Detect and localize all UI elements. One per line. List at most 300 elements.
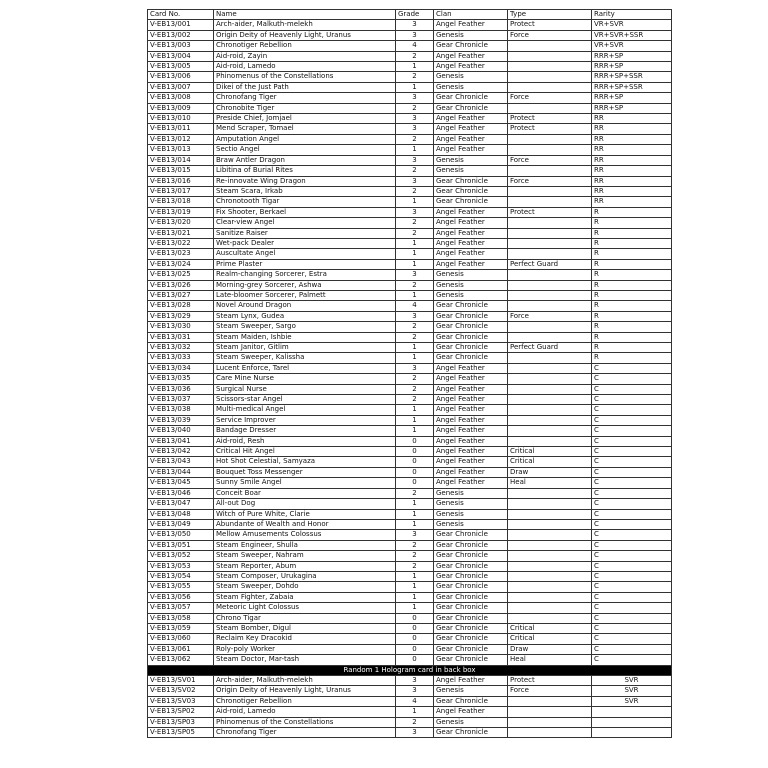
cell-grade: 1	[396, 707, 434, 717]
cell-grade: 1	[396, 290, 434, 300]
cell-rarity: C	[592, 571, 672, 581]
cell-card-no: V-EB13/015	[148, 166, 214, 176]
table-row	[148, 644, 672, 654]
cell-clan: Gear Chronicle	[434, 613, 508, 623]
cell-clan: Gear Chronicle	[434, 551, 508, 561]
cell-grade: 1	[396, 197, 434, 207]
cell-name: Sectio Angel	[214, 145, 396, 155]
cell-rarity: R	[592, 228, 672, 238]
cell-clan: Angel Feather	[434, 436, 508, 446]
cell-type	[508, 72, 592, 82]
cell-name: Chronofang Tiger	[214, 93, 396, 103]
cell-clan: Angel Feather	[434, 478, 508, 488]
cell-name: Roly-poly Worker	[214, 644, 396, 654]
cell-name: Steam Scara, Irkab	[214, 186, 396, 196]
cell-rarity: C	[592, 395, 672, 405]
cell-name: Libitina of Burial Rites	[214, 166, 396, 176]
cell-card-no: V-EB13/040	[148, 426, 214, 436]
table-row	[148, 280, 672, 290]
cell-clan: Angel Feather	[434, 415, 508, 425]
cell-card-no: V-EB13/020	[148, 218, 214, 228]
cell-name: Auscultate Angel	[214, 249, 396, 259]
cell-grade: 3	[396, 176, 434, 186]
cell-card-no: V-EB13/008	[148, 93, 214, 103]
cell-clan: Gear Chronicle	[434, 530, 508, 540]
cell-name: Steam Lynx, Gudea	[214, 311, 396, 321]
cell-name: Aid-roid, Resh	[214, 436, 396, 446]
cell-rarity: RRR+SP	[592, 62, 672, 72]
cell-name: Clear-view Angel	[214, 218, 396, 228]
cell-card-no: V-EB13/058	[148, 613, 214, 623]
cell-type	[508, 582, 592, 592]
cell-clan: Angel Feather	[434, 145, 508, 155]
cell-card-no: V-EB13/003	[148, 41, 214, 51]
cell-grade: 3	[396, 207, 434, 217]
cell-clan: Genesis	[434, 499, 508, 509]
cell-grade: 3	[396, 270, 434, 280]
cell-rarity: R	[592, 249, 672, 259]
table-row	[148, 353, 672, 363]
cell-type	[508, 571, 592, 581]
cell-grade: 0	[396, 644, 434, 654]
cell-rarity: R	[592, 259, 672, 269]
cell-grade: 1	[396, 509, 434, 519]
cell-card-no: V-EB13/052	[148, 551, 214, 561]
cell-type	[508, 322, 592, 332]
cell-grade: 3	[396, 20, 434, 30]
cell-type	[508, 395, 592, 405]
cell-name: Re-innovate Wing Dragon	[214, 176, 396, 186]
table-row	[148, 176, 672, 186]
cell-grade: 3	[396, 728, 434, 738]
table-row	[148, 509, 672, 519]
table-row	[148, 238, 672, 248]
cell-type	[508, 696, 592, 706]
cell-clan: Angel Feather	[434, 457, 508, 467]
cell-rarity: RR	[592, 166, 672, 176]
cell-grade: 2	[396, 395, 434, 405]
cell-card-no: V-EB13/013	[148, 145, 214, 155]
cell-rarity: SVR	[592, 676, 672, 686]
cell-clan: Angel Feather	[434, 259, 508, 269]
cell-type	[508, 603, 592, 613]
cell-clan: Genesis	[434, 155, 508, 165]
cell-grade: 2	[396, 51, 434, 61]
cell-grade: 2	[396, 322, 434, 332]
cell-card-no: V-EB13/012	[148, 134, 214, 144]
cell-clan: Genesis	[434, 717, 508, 727]
cell-rarity: C	[592, 603, 672, 613]
cell-grade: 1	[396, 519, 434, 529]
cell-rarity	[592, 728, 672, 738]
cell-type	[508, 540, 592, 550]
table-row	[148, 540, 672, 550]
cell-type	[508, 186, 592, 196]
table-row	[148, 519, 672, 529]
cell-clan: Gear Chronicle	[434, 322, 508, 332]
table-row	[148, 405, 672, 415]
cell-grade: 1	[396, 582, 434, 592]
cell-type: Critical	[508, 447, 592, 457]
cell-type: Perfect Guard	[508, 343, 592, 353]
table-row	[148, 197, 672, 207]
cell-grade: 3	[396, 363, 434, 373]
cell-rarity: C	[592, 499, 672, 509]
cell-rarity	[592, 707, 672, 717]
cell-grade: 1	[396, 499, 434, 509]
table-row	[148, 186, 672, 196]
cell-card-no: V-EB13/004	[148, 51, 214, 61]
cell-card-no: V-EB13/036	[148, 384, 214, 394]
cell-card-no: V-EB13/055	[148, 582, 214, 592]
cell-grade: 2	[396, 717, 434, 727]
cell-rarity: R	[592, 343, 672, 353]
cell-name: Critical Hit Angel	[214, 447, 396, 457]
cell-grade: 1	[396, 62, 434, 72]
hologram-divider-text: Random 1 Hologram card in back box	[148, 665, 672, 675]
cell-clan: Genesis	[434, 72, 508, 82]
cell-card-no: V-EB13/039	[148, 415, 214, 425]
table-row	[148, 30, 672, 40]
cell-type	[508, 415, 592, 425]
cell-clan: Angel Feather	[434, 363, 508, 373]
cell-rarity: C	[592, 634, 672, 644]
table-row	[148, 41, 672, 51]
cell-type	[508, 218, 592, 228]
cell-type	[508, 363, 592, 373]
cell-card-no: V-EB13/044	[148, 467, 214, 477]
cell-name: Multi-medical Angel	[214, 405, 396, 415]
cell-grade: 1	[396, 571, 434, 581]
cell-type	[508, 499, 592, 509]
cell-grade: 2	[396, 186, 434, 196]
cell-name: Phinomenus of the Constellations	[214, 72, 396, 82]
cell-type: Critical	[508, 457, 592, 467]
cell-grade: 2	[396, 280, 434, 290]
cell-clan: Angel Feather	[434, 207, 508, 217]
cell-type: Force	[508, 176, 592, 186]
cell-clan: Gear Chronicle	[434, 301, 508, 311]
cell-rarity	[592, 717, 672, 727]
cell-clan: Angel Feather	[434, 707, 508, 717]
cell-grade: 4	[396, 696, 434, 706]
cell-rarity: C	[592, 551, 672, 561]
table-row	[148, 395, 672, 405]
cell-grade: 1	[396, 353, 434, 363]
table-row	[148, 551, 672, 561]
cell-card-no: V-EB13/042	[148, 447, 214, 457]
cell-rarity: C	[592, 540, 672, 550]
cell-grade: 2	[396, 218, 434, 228]
table-row	[148, 166, 672, 176]
cell-type: Protect	[508, 207, 592, 217]
cell-type: Critical	[508, 623, 592, 633]
cell-clan: Gear Chronicle	[434, 540, 508, 550]
cell-clan: Angel Feather	[434, 134, 508, 144]
table-row	[148, 582, 672, 592]
cell-rarity: R	[592, 322, 672, 332]
table-row	[148, 655, 672, 665]
cell-clan: Gear Chronicle	[434, 728, 508, 738]
cell-rarity: C	[592, 363, 672, 373]
cell-name: Late-bloomer Sorcerer, Palmett	[214, 290, 396, 300]
cell-card-no: V-EB13/002	[148, 30, 214, 40]
cell-grade: 2	[396, 166, 434, 176]
table-row	[148, 384, 672, 394]
cell-card-no: V-EB13/032	[148, 343, 214, 353]
cell-name: Steam Maiden, Ishbie	[214, 332, 396, 342]
cell-rarity: C	[592, 655, 672, 665]
cell-clan: Gear Chronicle	[434, 696, 508, 706]
cell-type	[508, 249, 592, 259]
cell-card-no: V-EB13/022	[148, 238, 214, 248]
table-row	[148, 707, 672, 717]
cell-type	[508, 551, 592, 561]
cell-name: Steam Sweeper, Kalissha	[214, 353, 396, 363]
table-row	[148, 259, 672, 269]
cell-rarity: R	[592, 290, 672, 300]
cell-name: Preside Chief, Jomjael	[214, 114, 396, 124]
cell-type	[508, 51, 592, 61]
cell-card-no: V-EB13/034	[148, 363, 214, 373]
cell-type	[508, 717, 592, 727]
cell-name: Steam Sweeper, Sargo	[214, 322, 396, 332]
cell-rarity: R	[592, 270, 672, 280]
table-row	[148, 467, 672, 477]
cell-name: Scissors-star Angel	[214, 395, 396, 405]
cell-name: Care Mine Nurse	[214, 374, 396, 384]
cell-rarity: C	[592, 623, 672, 633]
cell-card-no: V-EB13/051	[148, 540, 214, 550]
cell-clan: Genesis	[434, 686, 508, 696]
cell-card-no: V-EB13/048	[148, 509, 214, 519]
cell-name: Service Improver	[214, 415, 396, 425]
cell-clan: Angel Feather	[434, 249, 508, 259]
cell-rarity: VR+SVR	[592, 41, 672, 51]
cell-name: Conceit Boar	[214, 488, 396, 498]
cell-name: Chrono Tigar	[214, 613, 396, 623]
table-row	[148, 728, 672, 738]
cell-type	[508, 103, 592, 113]
cell-card-no: V-EB13/057	[148, 603, 214, 613]
table-row	[148, 686, 672, 696]
cell-rarity: C	[592, 457, 672, 467]
cell-name: Wet-pack Dealer	[214, 238, 396, 248]
cell-name: Prime Plaster	[214, 259, 396, 269]
cell-card-no: V-EB13/007	[148, 82, 214, 92]
cell-clan: Angel Feather	[434, 218, 508, 228]
cell-clan: Gear Chronicle	[434, 343, 508, 353]
cell-card-no: V-EB13/005	[148, 62, 214, 72]
table-row	[148, 270, 672, 280]
cell-name: Mellow Amusements Colossus	[214, 530, 396, 540]
cell-card-no: V-EB13/035	[148, 374, 214, 384]
table-row	[148, 93, 672, 103]
cell-type	[508, 270, 592, 280]
table-row	[148, 311, 672, 321]
cell-grade: 0	[396, 436, 434, 446]
cell-card-no: V-EB13/011	[148, 124, 214, 134]
cell-rarity: R	[592, 353, 672, 363]
table-row	[148, 228, 672, 238]
cell-type	[508, 488, 592, 498]
cell-name: Dikei of the Just Path	[214, 82, 396, 92]
cell-grade: 3	[396, 124, 434, 134]
cell-card-no: V-EB13/038	[148, 405, 214, 415]
cell-name: All-out Dog	[214, 499, 396, 509]
cell-clan: Gear Chronicle	[434, 41, 508, 51]
table-row	[148, 457, 672, 467]
cell-rarity: C	[592, 561, 672, 571]
cell-card-no: V-EB13/045	[148, 478, 214, 488]
cell-rarity: RRR+SP	[592, 51, 672, 61]
cell-type: Force	[508, 30, 592, 40]
cell-rarity: RR	[592, 197, 672, 207]
cell-type: Force	[508, 155, 592, 165]
cell-card-no: V-EB13/043	[148, 457, 214, 467]
cell-card-no: V-EB13/018	[148, 197, 214, 207]
cell-clan: Angel Feather	[434, 384, 508, 394]
cell-grade: 4	[396, 41, 434, 51]
cell-rarity: C	[592, 519, 672, 529]
cell-rarity: C	[592, 478, 672, 488]
cell-type: Heal	[508, 478, 592, 488]
cell-type	[508, 509, 592, 519]
header-rarity: Rarity	[592, 10, 672, 20]
cell-clan: Angel Feather	[434, 447, 508, 457]
cell-grade: 3	[396, 93, 434, 103]
table-row	[148, 717, 672, 727]
cell-grade: 2	[396, 488, 434, 498]
cell-name: Steam Sweeper, Nahram	[214, 551, 396, 561]
cell-type	[508, 145, 592, 155]
cell-clan: Angel Feather	[434, 124, 508, 134]
cell-grade: 2	[396, 551, 434, 561]
table-row	[148, 62, 672, 72]
cell-type	[508, 197, 592, 207]
table-row	[148, 155, 672, 165]
cell-grade: 1	[396, 259, 434, 269]
cell-name: Aid-roid, Zayin	[214, 51, 396, 61]
cell-name: Aid-roid, Lamedo	[214, 62, 396, 72]
cell-type	[508, 728, 592, 738]
table-row	[148, 103, 672, 113]
cell-card-no: V-EB13/021	[148, 228, 214, 238]
cell-type	[508, 353, 592, 363]
cell-rarity: RR	[592, 124, 672, 134]
cell-name: Origin Deity of Heavenly Light, Uranus	[214, 686, 396, 696]
cell-name: Novel Around Dragon	[214, 301, 396, 311]
table-row	[148, 343, 672, 353]
table-row	[148, 603, 672, 613]
cell-grade: 1	[396, 603, 434, 613]
table-row	[148, 696, 672, 706]
cell-card-no: V-EB13/030	[148, 322, 214, 332]
cell-card-no: V-EB13/056	[148, 592, 214, 602]
table-row	[148, 436, 672, 446]
table-row	[148, 415, 672, 425]
table-row	[148, 363, 672, 373]
table-row	[148, 571, 672, 581]
cell-type: Perfect Guard	[508, 259, 592, 269]
cell-rarity: C	[592, 613, 672, 623]
cell-grade: 1	[396, 405, 434, 415]
cell-clan: Genesis	[434, 30, 508, 40]
cell-card-no: V-EB13/025	[148, 270, 214, 280]
cell-clan: Gear Chronicle	[434, 644, 508, 654]
cell-rarity: C	[592, 447, 672, 457]
cell-grade: 2	[396, 103, 434, 113]
table-row	[148, 20, 672, 30]
cell-rarity: C	[592, 592, 672, 602]
cell-clan: Gear Chronicle	[434, 655, 508, 665]
cell-rarity: RR	[592, 145, 672, 155]
cell-card-no: V-EB13/010	[148, 114, 214, 124]
cell-card-no: V-EB13/006	[148, 72, 214, 82]
cell-grade: 0	[396, 478, 434, 488]
cell-clan: Gear Chronicle	[434, 582, 508, 592]
cell-clan: Angel Feather	[434, 426, 508, 436]
table-row	[148, 82, 672, 92]
cell-type: Force	[508, 311, 592, 321]
cell-rarity: R	[592, 207, 672, 217]
cell-name: Amputation Angel	[214, 134, 396, 144]
table-row	[148, 592, 672, 602]
cell-clan: Genesis	[434, 488, 508, 498]
cell-grade: 4	[396, 301, 434, 311]
cell-card-no: V-EB13/059	[148, 623, 214, 633]
cell-card-no: V-EB13/024	[148, 259, 214, 269]
cell-name: Chronofang Tiger	[214, 728, 396, 738]
cell-type: Force	[508, 93, 592, 103]
cell-card-no: V-EB13/047	[148, 499, 214, 509]
table-row	[148, 374, 672, 384]
cell-card-no: V-EB13/054	[148, 571, 214, 581]
cell-card-no: V-EB13/061	[148, 644, 214, 654]
table-row	[148, 218, 672, 228]
cell-name: Steam Engineer, Shulla	[214, 540, 396, 550]
cell-card-no: V-EB13/060	[148, 634, 214, 644]
cell-rarity: C	[592, 374, 672, 384]
cell-clan: Angel Feather	[434, 405, 508, 415]
cell-grade: 2	[396, 384, 434, 394]
cell-clan: Gear Chronicle	[434, 186, 508, 196]
cell-name: Bandage Dresser	[214, 426, 396, 436]
cell-grade: 3	[396, 114, 434, 124]
cell-name: Realm-changing Sorcerer, Estra	[214, 270, 396, 280]
cell-rarity: C	[592, 582, 672, 592]
hologram-divider-row	[148, 665, 672, 675]
table-row	[148, 426, 672, 436]
cell-name: Reclaim Key Dracokid	[214, 634, 396, 644]
cell-name: Chronotiger Rebellion	[214, 41, 396, 51]
cell-clan: Gear Chronicle	[434, 93, 508, 103]
cell-rarity: SVR	[592, 696, 672, 706]
cell-name: Mend Scraper, Tomael	[214, 124, 396, 134]
cell-type	[508, 62, 592, 72]
cell-rarity: R	[592, 280, 672, 290]
table-row	[148, 124, 672, 134]
cell-name: Abundante of Wealth and Honor	[214, 519, 396, 529]
cell-name: Phinomenus of the Constellations	[214, 717, 396, 727]
table-row	[148, 114, 672, 124]
cell-card-no: V-EB13/049	[148, 519, 214, 529]
cell-type	[508, 290, 592, 300]
cell-card-no: V-EB13/017	[148, 186, 214, 196]
cell-rarity: RR	[592, 176, 672, 186]
cell-clan: Genesis	[434, 82, 508, 92]
cell-rarity: RR	[592, 186, 672, 196]
